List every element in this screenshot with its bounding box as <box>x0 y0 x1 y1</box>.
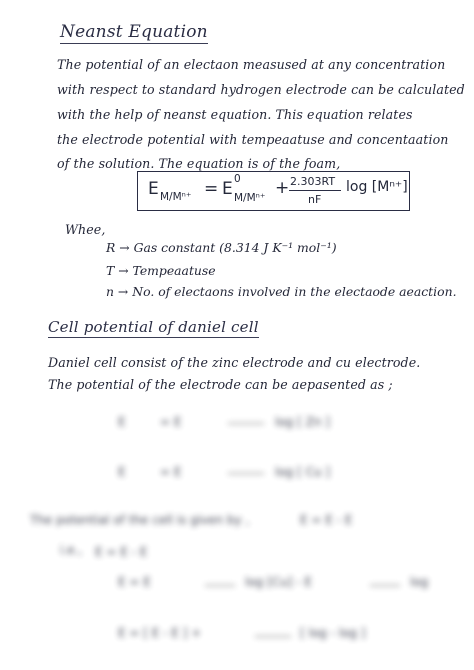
definition-t: T → Tempeaatuse <box>106 263 216 278</box>
nernst-formula-box <box>137 171 410 211</box>
formula-rhs-subscript: M/Mⁿ⁺ <box>234 192 266 204</box>
nernst-paragraph-line-2: with respect to standard hydrogen electrode can be calculated <box>57 82 465 97</box>
definition-n: n → No. of electaons involved in the electaode aeaction. <box>106 284 457 299</box>
formula-numerator: 2.303RT <box>290 175 336 188</box>
formula-rhs-e: E <box>222 179 233 199</box>
nernst-paragraph-line-5: of the solution. The equation is of the foam, <box>57 156 341 171</box>
nernst-paragraph-line-1: The potential of an electaon measused at any concentration <box>57 57 446 72</box>
formula-lhs-subscript: M/Mⁿ⁺ <box>160 191 192 203</box>
nernst-paragraph-line-3: with the help of neanst equation. This equation relates <box>57 107 413 122</box>
definition-r: R → Gas constant (8.314 J K⁻¹ mol⁻¹) <box>106 240 337 255</box>
formula-plus: + <box>275 178 290 198</box>
cell-paragraph-line-1: Daniel cell consist of the zinc electrode and cu electrode. <box>48 355 421 370</box>
cell-potential-heading: Cell potential of daniel cell <box>48 318 259 336</box>
formula-equals: = <box>204 179 219 199</box>
where-label: Whee, <box>65 222 106 237</box>
blurred-content: E = E log [ Zn ] E = E log [ Cu ] The potential of the cell is given by , E = E - E i.e., E = E - E E = E log [Cu] - E log E = [ E - E ] + [ log - log ] <box>30 415 429 640</box>
cell-paragraph-line-2: The potential of the electrode can be aepasented as ; <box>48 377 393 392</box>
formula-lhs-e: E <box>148 179 159 199</box>
formula-denominator: nF <box>308 193 322 206</box>
nernst-paragraph-line-4: the electrode potential with tempeaatuse and concentaation <box>57 132 449 147</box>
nernst-heading: Neanst Equation <box>60 22 208 42</box>
formula-log-term: log [Mⁿ⁺] <box>346 179 408 195</box>
formula-fraction-bar <box>289 190 341 191</box>
formula-rhs-superscript: 0 <box>234 173 241 185</box>
